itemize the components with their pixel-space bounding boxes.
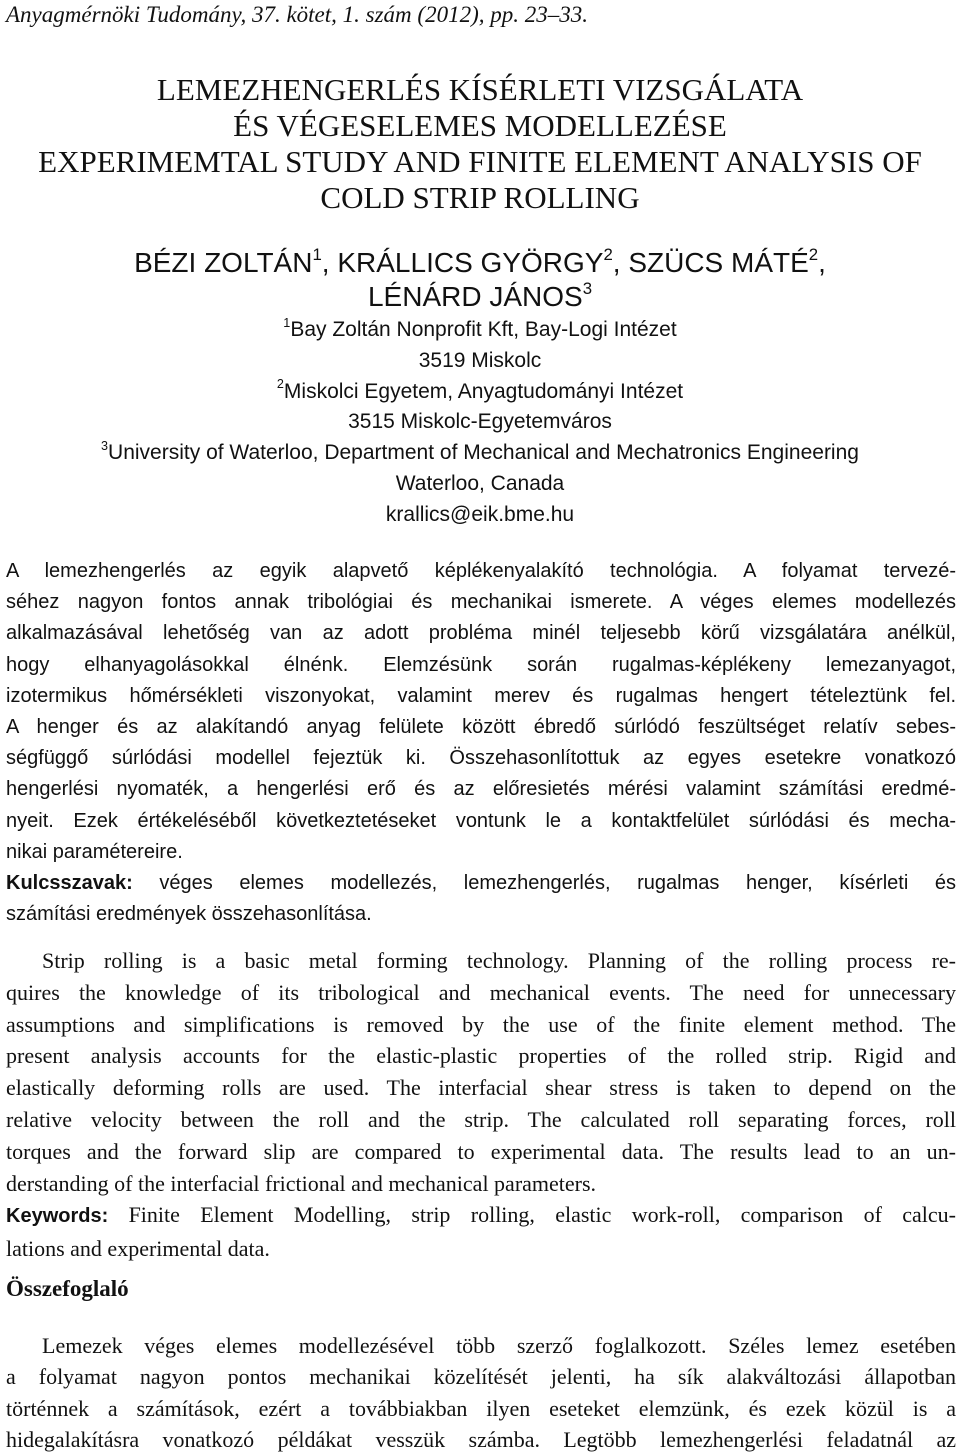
abstract-line: torques and the forward slip are compared to experimental data. The results lead to an un- [6, 1138, 956, 1164]
affiliation-mark: 1 [283, 315, 291, 330]
affiliation-name: Bay Zoltán Nonprofit Kft, Bay-Logi Intézet [290, 318, 677, 341]
body-line: történnek a számítások, ezért a továbbiakban ilyen eseteket elemzünk, és ezek közül is a [6, 1395, 956, 1421]
abstract-line: elastically deforming rolls are used. The interfacial shear stress is taken to depend on the [6, 1075, 956, 1101]
title-hu-line-2: ÉS VÉGESELEMES MODELLEZÉSE [233, 108, 727, 143]
abstract-line: hogy elhanyagolásokkal élnénk. Elemzésünk során rugalmas-képlékeny lemezanyagot, [6, 653, 956, 676]
journal-citation: Anyagmérnöki Tudomány, 37. kötet, 1. szám (2012), pp. 23–33. [6, 2, 588, 27]
abstract-line: Strip rolling is a basic metal forming technology. Planning of the rolling process re- [42, 948, 956, 973]
abstract-line: present analysis accounts for the elastic-plastic properties of the rolled strip. Rigid and [6, 1043, 956, 1069]
title-en-line-2: COLD STRIP ROLLING [320, 180, 640, 215]
keywords-hu [6, 868, 956, 899]
authors-line-2 [0, 280, 960, 314]
author-separator: , [818, 247, 826, 278]
abstract-line: ségfüggő súrlódási modellel fejeztük ki. Összehasonlítottuk az egyes esetekre vonatkozó [6, 747, 956, 770]
author-affiliation-mark: 3 [582, 279, 593, 298]
body-line: a folyamat nagyon pontos mechanikai közelítését jelenti, ha sík alakváltozási állapotban [6, 1364, 956, 1390]
abstract-line: A henger és az alakítandó anyag felülete között ébredő súrlódó feszültséget relatív sebes- [6, 715, 956, 738]
keywords-hu-cont: számítási eredmények összehasonlítása. [6, 903, 372, 926]
abstract-english [6, 945, 956, 1265]
abstract-line: hengerlési nyomaték, a hengerlési erő és az előresietés mérési valamint számítási eredmé- [6, 778, 956, 801]
affiliation-name: University of Waterloo, Department of Mechanical and Mechatronics Engineering [108, 441, 859, 465]
abstract-line: alkalmazásával lehetőség van az adott probléma minél teljesebb körű vizsgálatára anélkül, [6, 622, 956, 645]
affiliation-1-city: 3519 Miskolc [418, 348, 542, 372]
abstract-line: séhez nagyon fontos annak tribológiai és mechanikai ismerete. A véges elemes modellezés [6, 591, 956, 614]
title-en-line-1: EXPERIMEMTAL STUDY AND FINITE ELEMENT ANALYSIS OF [38, 144, 922, 179]
paper-title [0, 72, 960, 216]
keywords-text: véges elemes modellezés, lemezhengerlés, rugalmas henger, kísérleti és [132, 871, 956, 894]
abstract-line: relative velocity between the roll and the strip. The calculated roll separating forces, roll [6, 1106, 956, 1132]
abstract-line: nikai paramétereire. [6, 840, 183, 863]
abstract-hungarian [6, 556, 956, 930]
affiliation-mark: 2 [276, 377, 284, 392]
section-body [6, 1330, 956, 1455]
abstract-line: izotermikus hőmérsékleti viszonyokat, valamint merev és rugalmas hengert tételeztünk fel. [6, 684, 956, 707]
author-name: , KRÁLLICS GYÖRGY [321, 247, 604, 278]
contact-email: krallics@eik.bme.hu [385, 502, 575, 526]
title-hu-line-1: LEMEZHENGERLÉS KÍSÉRLETI VIZSGÁLATA [156, 72, 804, 107]
abstract-line: derstanding of the interfacial frictional and mechanical parameters. [6, 1170, 597, 1196]
keywords-en-cont: lations and experimental data. [6, 1236, 270, 1262]
abstract-line: A lemezhengerlés az egyik alapvető képlékenyalakító technológia. A folyamat tervezé- [6, 560, 956, 582]
author-affiliation-mark: 1 [312, 245, 322, 264]
author-name: BÉZI ZOLTÁN [134, 247, 313, 278]
keywords-label: Kulcsszavak: [6, 871, 133, 894]
affiliation-mark: 3 [101, 438, 109, 453]
affiliation-name: Miskolci Egyetem, Anyagtudományi Intézet [283, 379, 684, 403]
affiliation-1 [0, 315, 960, 346]
author-list [0, 246, 960, 314]
abstract-line: nyeit. Ezek értékeléséből következtetéseket vontunk le a kontaktfelület súrlódási és mecha- [6, 809, 956, 832]
author-name: , SZÜCS MÁTÉ [612, 247, 809, 278]
author-affiliation-mark: 2 [808, 245, 819, 264]
keywords-label: Keywords: [6, 1205, 109, 1228]
body-line: hidegalakításra vonatkozó példákat vesszük számba. Legtöbb lemezhengerlési feladatnál az [6, 1426, 956, 1452]
keywords-en [6, 1199, 956, 1233]
affiliation-3 [0, 438, 960, 469]
affiliation-3-city: Waterloo, Canada [395, 471, 565, 495]
affiliation-2-city: 3515 Miskolc-Egyetemváros [348, 410, 612, 434]
authors-line-1 [0, 246, 960, 280]
affiliation-2 [0, 377, 960, 408]
body-line: Lemezek véges elemes modellezésével több szerző foglalkozott. Széles lemez esetében [42, 1333, 956, 1358]
section-heading: Összefoglaló [6, 1276, 129, 1301]
abstract-line: assumptions and simplifications is removed by the use of the finite element method. The [6, 1011, 956, 1037]
affiliation-block [0, 315, 960, 531]
author-affiliation-mark: 2 [603, 245, 613, 264]
abstract-line: quires the knowledge of its tribological and mechanical events. The need for unnecessary [6, 979, 956, 1005]
keywords-text: Finite Element Modelling, strip rolling, elastic work-roll, comparison of calcu- [108, 1202, 956, 1228]
author-name: LÉNÁRD JÁNOS [367, 281, 583, 312]
